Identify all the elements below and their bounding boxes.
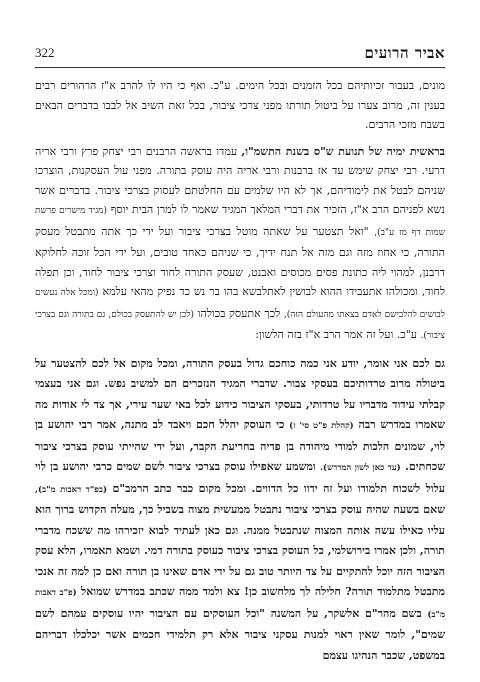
page-body <box>35 76 445 672</box>
quote-text: ומשמע שאפילו עוסק בצרכי ציבור לשם שמים כרבי יהושע בן לוי עלול לשכוח תלמודו ועל זה ידוו כל הדווים. ומכל מקום כבר כתב הרמב"ם <box>35 460 445 495</box>
story-text: "ואל תצטער על שאתה מוטל בצרכי ציבור ועל ידי כך אתה מתבטל מעסק התורה, כי אחוז מזה וגם מזה אל תנח ידיך, כי שניהם כאחד טובים, ועל ידי הכל זוכה לחלוקא דרבנן, למהוי ליה כתונת פסים מכוסים ואבנט, שעסק התורה לחוד וצרכי ציבור לחוד, וכן תפלה לחוד, ומכולהו אתעבידו ההוא לבושין לאתלבשא בהו בר נש כד נפיק מהאי עלמא <box>35 224 445 298</box>
source-note: (פ"ב דאבות מ"ב) <box>35 588 445 620</box>
source-note: (בפ"ד דאבות מ"ב), <box>35 484 108 495</box>
source-note: (מגיד מישרים פרשת שמות דף מז ע"ב), <box>35 206 445 238</box>
translation-note: (ומכל אלה נעשים לבושים להלבישם לאדם בצאתו מהעולם הזה), <box>35 288 445 320</box>
story-text: ע"כ. ועל זה אמר הרב א"ז בזה הלשון: <box>255 328 421 341</box>
quote-text: כי העוסק יהלל חכם ויאבד לב מתנה, אמר רבי יהושע בן לוי, שמונים הלכות למודי מיהודה בן פדיה בחריעת הקבר, ועל ידי שהייתי עוסק בצרכי ציבור שכחתים. <box>35 418 445 473</box>
source-note: (קהלת פ"ט סי' ז) <box>289 421 354 431</box>
quote-text: גם לכם אני אומר, יודע אני כמה כוחכם גדול בעסק התורה, ומכל מקום אל לכם להצטער על ביטולה מרוב טרדותיכם בעסקי צבור. שדברי המגיד הנזכרים הם למשיב נפש. וגם אני בעצמי קבלתי עידוד מדבריו על טרדותי, בעסקי הציבור כידוע לכל באי שער עירי, אך צד לי אודות מה שאמרו במדרש רבה <box>35 356 445 431</box>
header-rule <box>35 67 445 68</box>
page-number: 322 <box>35 45 55 60</box>
quote-text: בשם מהר"ם אלשקר, על המשנה "וכל העוסקים עם הציבור יהיו עוסקים עמהם לשם שמים", לומר שאין ראוי למנות עסקני ציבור אלא רק תלמידי חכמים אשר יכלכלו דבריהם במשפט, שכבר הנהיגו עצמם <box>35 606 445 662</box>
running-header <box>35 40 445 68</box>
paragraph-lead: בראשית ימיה של תנועת ש"ס בשנת התשמ"ו, <box>241 144 445 158</box>
story-text: לכך אתעסק בכולהו <box>194 306 284 320</box>
quote-text: שאם בשעה שהיה עוסק בצרכי ציבור נתבטל ממעשית מצוה בשביל כך, מעלה הקדוש ברוך הוא עליו כאילו עשה אותה המצוה שנתבטל ממנה. וגם כאן לעתיד לבוא יזכירהו מה ששכח מדברי תורה, ולכן אמרו בירושלמי, כל העוסק בצרכי ציבור כעוסק בתורה דמי. ושמא תאמרו, הלא עסק הציבור הזה יוכל להתקיים על צד היותר טוב גם על ידי אדם שאינו בן תורה ואם כן למה זה אנכי מתבטל מתלמוד תורה? חלילה לך מלחשוב כן! צא ולמד ממה שכתב במדרש שמואל <box>35 503 445 598</box>
source-note: (עד כאן לשון המדרש). <box>320 463 401 473</box>
quoted-speech <box>35 354 445 667</box>
story-text: עמדו בראשה הרבנים רבי יצחק פרץ ורבי אריה דרעי. רבי יצחק שימש עד אז ברבנות ורבי אריה היה עוסק בתורה. מפני עול העסקנות, הוצרכו שניהם לבטל את לימודיהם, אך לא היו שלמים עם החלטתם לעסוק בצרכי ציבור. בדברים אשר נשא לפניהם הרב א"ז, הזכיר את דברי המלאך המגיד שאמר לו למרן הבית יוסף <box>35 144 445 216</box>
translation-note: (לכן יש להתעסק בכולם, גם בתורה וגם בצרכי ציבור). <box>35 309 445 341</box>
paragraph-story <box>35 142 445 347</box>
book-title: אביר הרועים <box>364 44 445 62</box>
paragraph-intro: מונים, בעבור זכיותיהם בכל הזמנים ובכל הימים. ע"כ. ואף כי היו לו להרב א"ז הרהורים רבים בענין זה, מרוב צערו על ביטול תורתו מפני צרכי ציבור, בכל זאת השיב אל לבבו בדברים הבאים בשבח מזכי הרבים. <box>35 79 445 131</box>
